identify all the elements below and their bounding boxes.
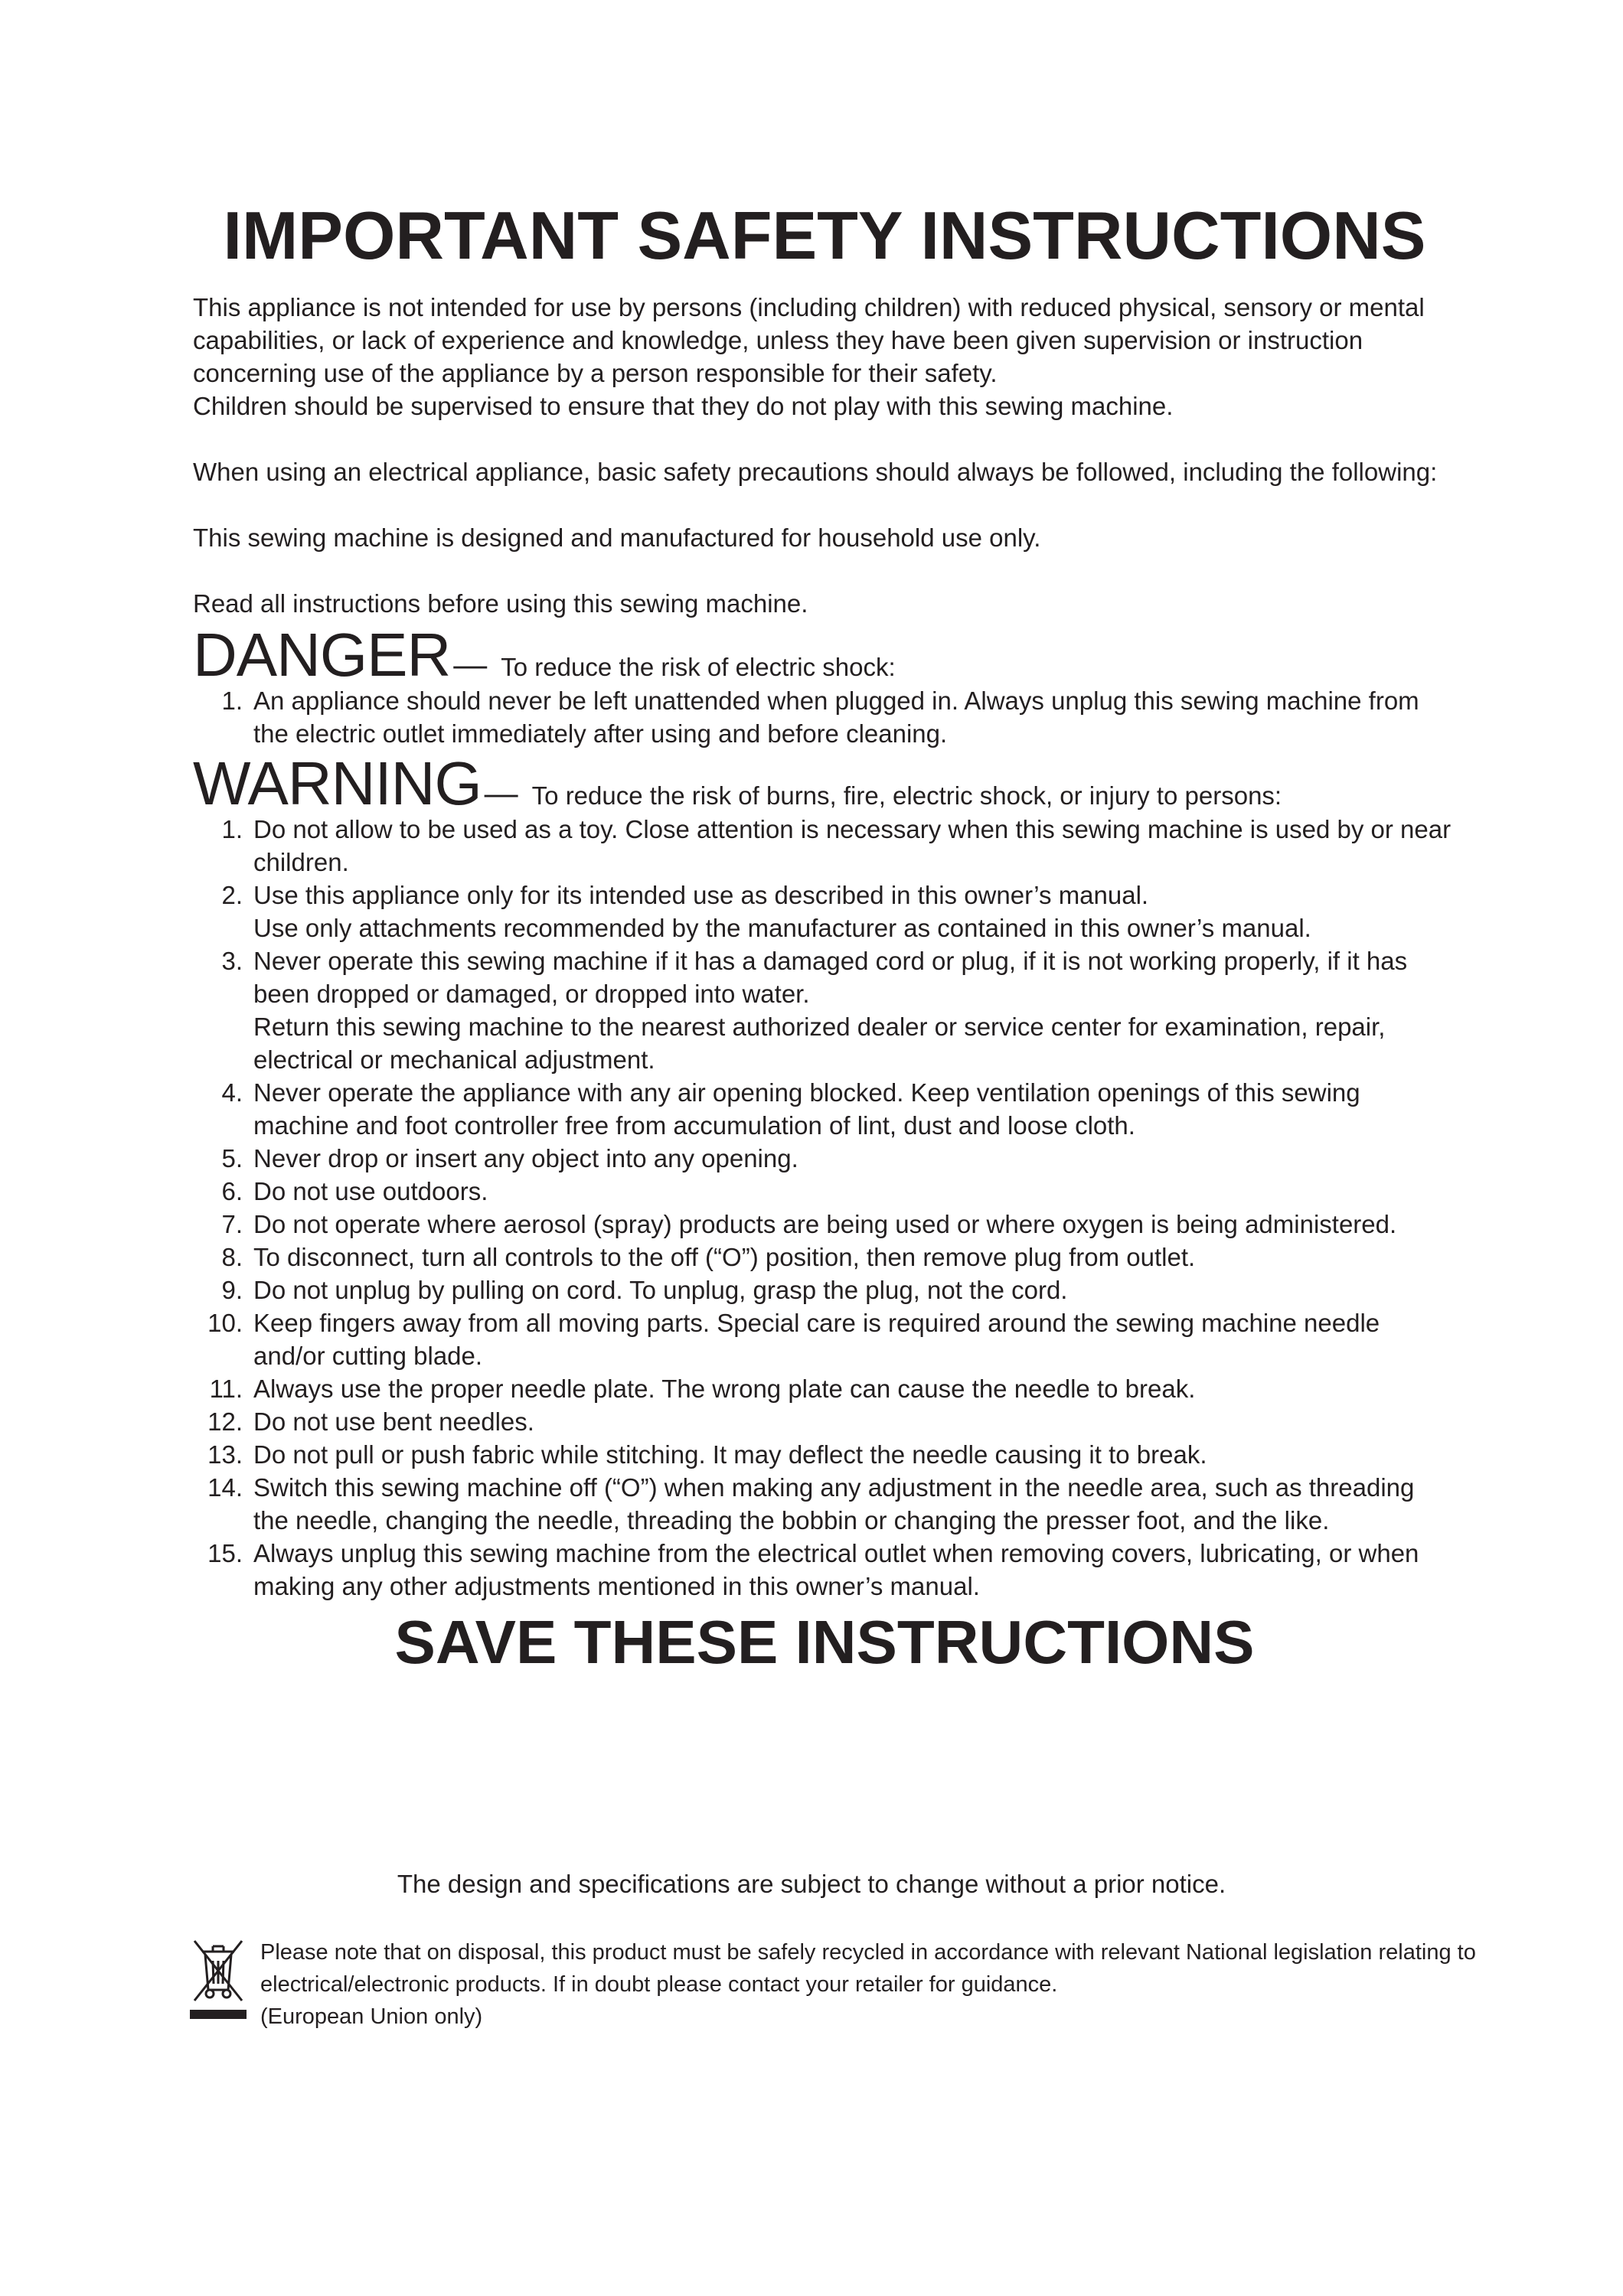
list-item	[193, 879, 1456, 944]
item-line: Always use the proper needle plate. The wrong plate can cause the needle to break.	[253, 1375, 1196, 1403]
item-number: 2.	[221, 881, 243, 909]
disposal-text: Please note that on disposal, this product must be safely recycled in accordance with relevant National legislation relating to electrical/electronic products. If in doubt please contact your retailer for guidance.	[260, 1940, 1476, 1997]
item-text	[253, 1372, 1456, 1405]
item-text	[253, 944, 1456, 1076]
item-number: 14.	[207, 1473, 243, 1502]
item-line: Keep fingers away from all moving parts. Special care is required around the sewing machine needle and/or cutting blade.	[253, 1309, 1380, 1370]
item-text	[253, 1076, 1456, 1142]
list-item	[193, 1076, 1456, 1142]
danger-word: DANGER	[193, 621, 451, 689]
item-text	[253, 1471, 1456, 1537]
item-line: Use this appliance only for its intended use as described in this owner’s manual.	[253, 881, 1149, 909]
danger-heading	[193, 621, 1456, 689]
item-line: Do not operate where aerosol (spray) products are being used or where oxygen is being administered.	[253, 1210, 1397, 1238]
item-line: Never drop or insert any object into any opening.	[253, 1144, 798, 1172]
intro-paragraph-children: Children should be supervised to ensure that they do not play with this sewing machine.	[193, 392, 1174, 420]
item-line: An appliance should never be left unattended when plugged in. Always unplug this sewing machine from the electric outlet immediately after using and before cleaning.	[253, 687, 1419, 748]
list-item	[193, 813, 1456, 879]
danger-heading-text: To reduce the risk of electric shock:	[501, 653, 896, 681]
item-line: Use only attachments recommended by the manufacturer as contained in this owner’s manual.	[253, 914, 1311, 942]
list-item	[193, 1537, 1456, 1603]
warning-word: WARNING	[193, 749, 482, 817]
list-item	[193, 1471, 1456, 1537]
list-item	[193, 1241, 1456, 1274]
item-line: Do not use outdoors.	[253, 1177, 488, 1205]
item-number: 6.	[221, 1177, 243, 1205]
item-line: Return this sewing machine to the nearest authorized dealer or service center for examination, repair, electrical or mechanical adjustment.	[253, 1013, 1386, 1074]
danger-list	[193, 684, 1456, 750]
save-instructions-title: SAVE THESE INSTRUCTIONS	[394, 1608, 1255, 1676]
list-item	[193, 1142, 1456, 1175]
item-line: Never operate this sewing machine if it has a damaged cord or plug, if it is not working properly, if it has been dropped or damaged, or dropped into water.	[253, 947, 1408, 1008]
item-text	[253, 1241, 1456, 1274]
page-title: IMPORTANT SAFETY INSTRUCTIONS	[223, 197, 1426, 273]
item-text	[253, 813, 1456, 879]
disposal-notice	[190, 1936, 1491, 2033]
item-line: Do not pull or push fabric while stitching. It may deflect the needle causing it to break.	[253, 1440, 1207, 1469]
item-line: Never operate the appliance with any air opening blocked. Keep ventilation openings of this sewing machine and foot controller free from accumulation of lint, dust and loose cloth.	[253, 1078, 1360, 1140]
item-number: 7.	[221, 1210, 243, 1238]
item-text	[253, 1537, 1456, 1603]
item-text	[253, 684, 1456, 750]
item-text	[253, 1175, 1456, 1208]
item-number: 11.	[209, 1375, 243, 1403]
list-item	[193, 1208, 1456, 1241]
item-text	[253, 1142, 1456, 1175]
list-item	[193, 1438, 1456, 1471]
item-line: Do not allow to be used as a toy. Close attention is necessary when this sewing machine is used by or near children.	[253, 815, 1452, 876]
item-text	[253, 1274, 1456, 1306]
list-item	[193, 1372, 1456, 1405]
item-number: 10.	[207, 1309, 243, 1337]
item-line: To disconnect, turn all controls to the off (“O”) position, then remove plug from outlet.	[253, 1243, 1196, 1271]
household-use-paragraph: This sewing machine is designed and manufactured for household use only.	[193, 523, 1041, 552]
item-number: 1.	[221, 815, 243, 843]
disposal-region: (European Union only)	[260, 2004, 483, 2029]
item-text	[253, 1208, 1456, 1241]
item-number: 3.	[221, 947, 243, 975]
read-all-paragraph: Read all instructions before using this sewing machine.	[193, 589, 808, 618]
warning-list	[193, 813, 1456, 1603]
precautions-paragraph: When using an electrical appliance, basic safety precautions should always be followed, including the following:	[193, 458, 1438, 486]
item-number: 12.	[207, 1407, 243, 1436]
item-text	[253, 1306, 1456, 1372]
item-number: 9.	[221, 1276, 243, 1304]
item-line: Do not use bent needles.	[253, 1407, 534, 1436]
warning-heading-text: To reduce the risk of burns, fire, electric shock, or injury to persons:	[531, 781, 1282, 810]
list-item	[193, 1274, 1456, 1306]
intro-paragraph-capabilities: This appliance is not intended for use by persons (including children) with reduced physical, sensory or mental capabilities, or lack of experience and knowledge, unless they have been given supervision or instruction concerning use of the appliance by a person responsible for their safety.	[193, 293, 1425, 387]
item-number: 4.	[221, 1078, 243, 1107]
list-item	[193, 1175, 1456, 1208]
safety-instructions-page	[193, 197, 1456, 1678]
item-number: 8.	[221, 1243, 243, 1271]
item-text	[253, 1405, 1456, 1438]
item-line: Switch this sewing machine off (“O”) when making any adjustment in the needle area, such as threading the needle, changing the needle, threading the bobbin or changing the presser foot, and the like.	[253, 1473, 1415, 1534]
warning-dash: —	[484, 775, 518, 812]
item-number: 1.	[221, 687, 243, 715]
item-text	[253, 879, 1456, 944]
item-number: 15.	[207, 1539, 243, 1567]
danger-dash: —	[453, 646, 488, 683]
list-item	[193, 1306, 1456, 1372]
list-item	[193, 684, 1456, 750]
list-item	[193, 1405, 1456, 1438]
warning-heading	[193, 749, 1456, 817]
item-number: 13.	[207, 1440, 243, 1469]
item-text	[253, 1438, 1456, 1471]
item-line: Always unplug this sewing machine from the electrical outlet when removing covers, lubricating, or when making any other adjustments mentioned in this owner’s manual.	[253, 1539, 1419, 1600]
crossed-out-wheelie-bin-icon	[190, 1936, 247, 2020]
specification-notice: The design and specifications are subject to change without a prior notice.	[397, 1870, 1226, 1898]
list-item	[193, 944, 1456, 1076]
disposal-text-block	[260, 1936, 1491, 2033]
item-line: Do not unplug by pulling on cord. To unplug, grasp the plug, not the cord.	[253, 1276, 1068, 1304]
item-number: 5.	[221, 1144, 243, 1172]
